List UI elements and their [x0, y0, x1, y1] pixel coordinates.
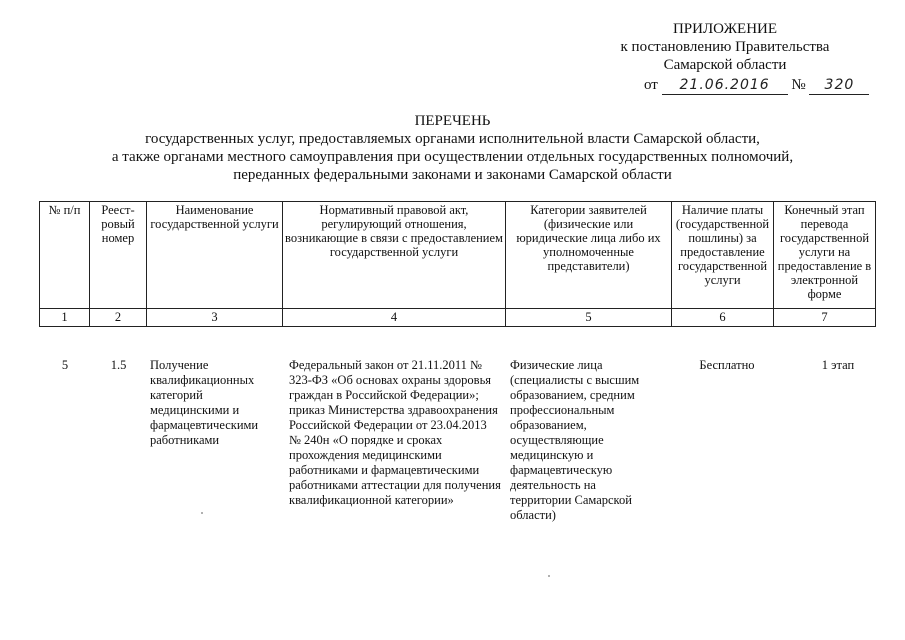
scan-speck: [548, 575, 550, 577]
date-prefix: от: [644, 77, 658, 93]
row-applicants: Физические лица (специалисты с высшим образованием, средним профессиональным образованием, осуществляющие медицинскую и фармацевтическую деятельность на территории Самарской области): [510, 358, 640, 522]
document-title: ПЕРЕЧЕНЬ: [414, 113, 491, 129]
row-stage: 1 этап: [821, 358, 855, 372]
header-cell-num: № п/п: [40, 202, 90, 309]
column-number: 7: [774, 309, 876, 327]
row-registry: 1.5: [110, 358, 127, 372]
appendix-title: ПРИЛОЖЕНИЕ: [672, 21, 778, 37]
header-cell-service: Наименование государственной услуги: [147, 202, 283, 309]
header-cell-applicants: Категории заявителей (физические или юридические лица либо их уполномоченные представители): [506, 202, 672, 309]
services-table-header: [39, 201, 876, 327]
document-heading: [0, 112, 905, 184]
column-number: 1: [40, 309, 90, 327]
row-service: Получение квалификационных категорий медицинскими и фармацевтическими работниками: [150, 358, 259, 447]
heading-line-3: переданных федеральными законами и законами Самарской области: [233, 167, 672, 183]
appendix-date-line: [644, 76, 884, 95]
header-cell-fee: Наличие платы (государственной пошлины) за предоставление государственной услуги: [672, 202, 774, 309]
heading-line-2: а также органами местного самоуправления при осуществлении отдельных государственных полномочий,: [111, 149, 794, 165]
row-legal-act: Федеральный закон от 21.11.2011 № 323-ФЗ «Об основах охраны здоровья граждан в Российской Федерации»; приказ Министерства здравоохранения Российской Федерации от 23.04.2013 № 240н «О порядке и сроках прохождения медицинскими работниками и фармацевтическими работниками аттестации для получения квалификационной категории»: [289, 358, 501, 507]
date-handwritten: 21.06.2016: [662, 76, 788, 95]
column-number: 5: [506, 309, 672, 327]
header-row: [40, 202, 876, 309]
column-number: 2: [90, 309, 147, 327]
appendix-block: [560, 20, 890, 93]
scan-speck: [201, 512, 203, 514]
number-prefix: №: [791, 77, 806, 93]
column-number: 6: [672, 309, 774, 327]
appendix-line-1: к постановлению Правительства: [620, 39, 830, 55]
appendix-line-2: Самарской области: [663, 57, 787, 73]
number-handwritten: 320: [809, 76, 869, 95]
header-cell-stage: Конечный этап перевода государственной услуги на предоставление в электронной форме: [774, 202, 876, 309]
header-cell-legal-act: Нормативный правовой акт, регулирующий отношения, возникающие в связи с предоставлением государственной услуги: [283, 202, 506, 309]
column-number: 4: [283, 309, 506, 327]
row-num: 5: [61, 358, 69, 372]
heading-line-1: государственных услуг, предоставляемых органами исполнительной власти Самарской области,: [145, 131, 760, 147]
column-number-row: [40, 309, 876, 327]
row-fee: Бесплатно: [699, 358, 755, 372]
column-number: 3: [147, 309, 283, 327]
header-cell-registry: Реест-ровый номер: [90, 202, 147, 309]
